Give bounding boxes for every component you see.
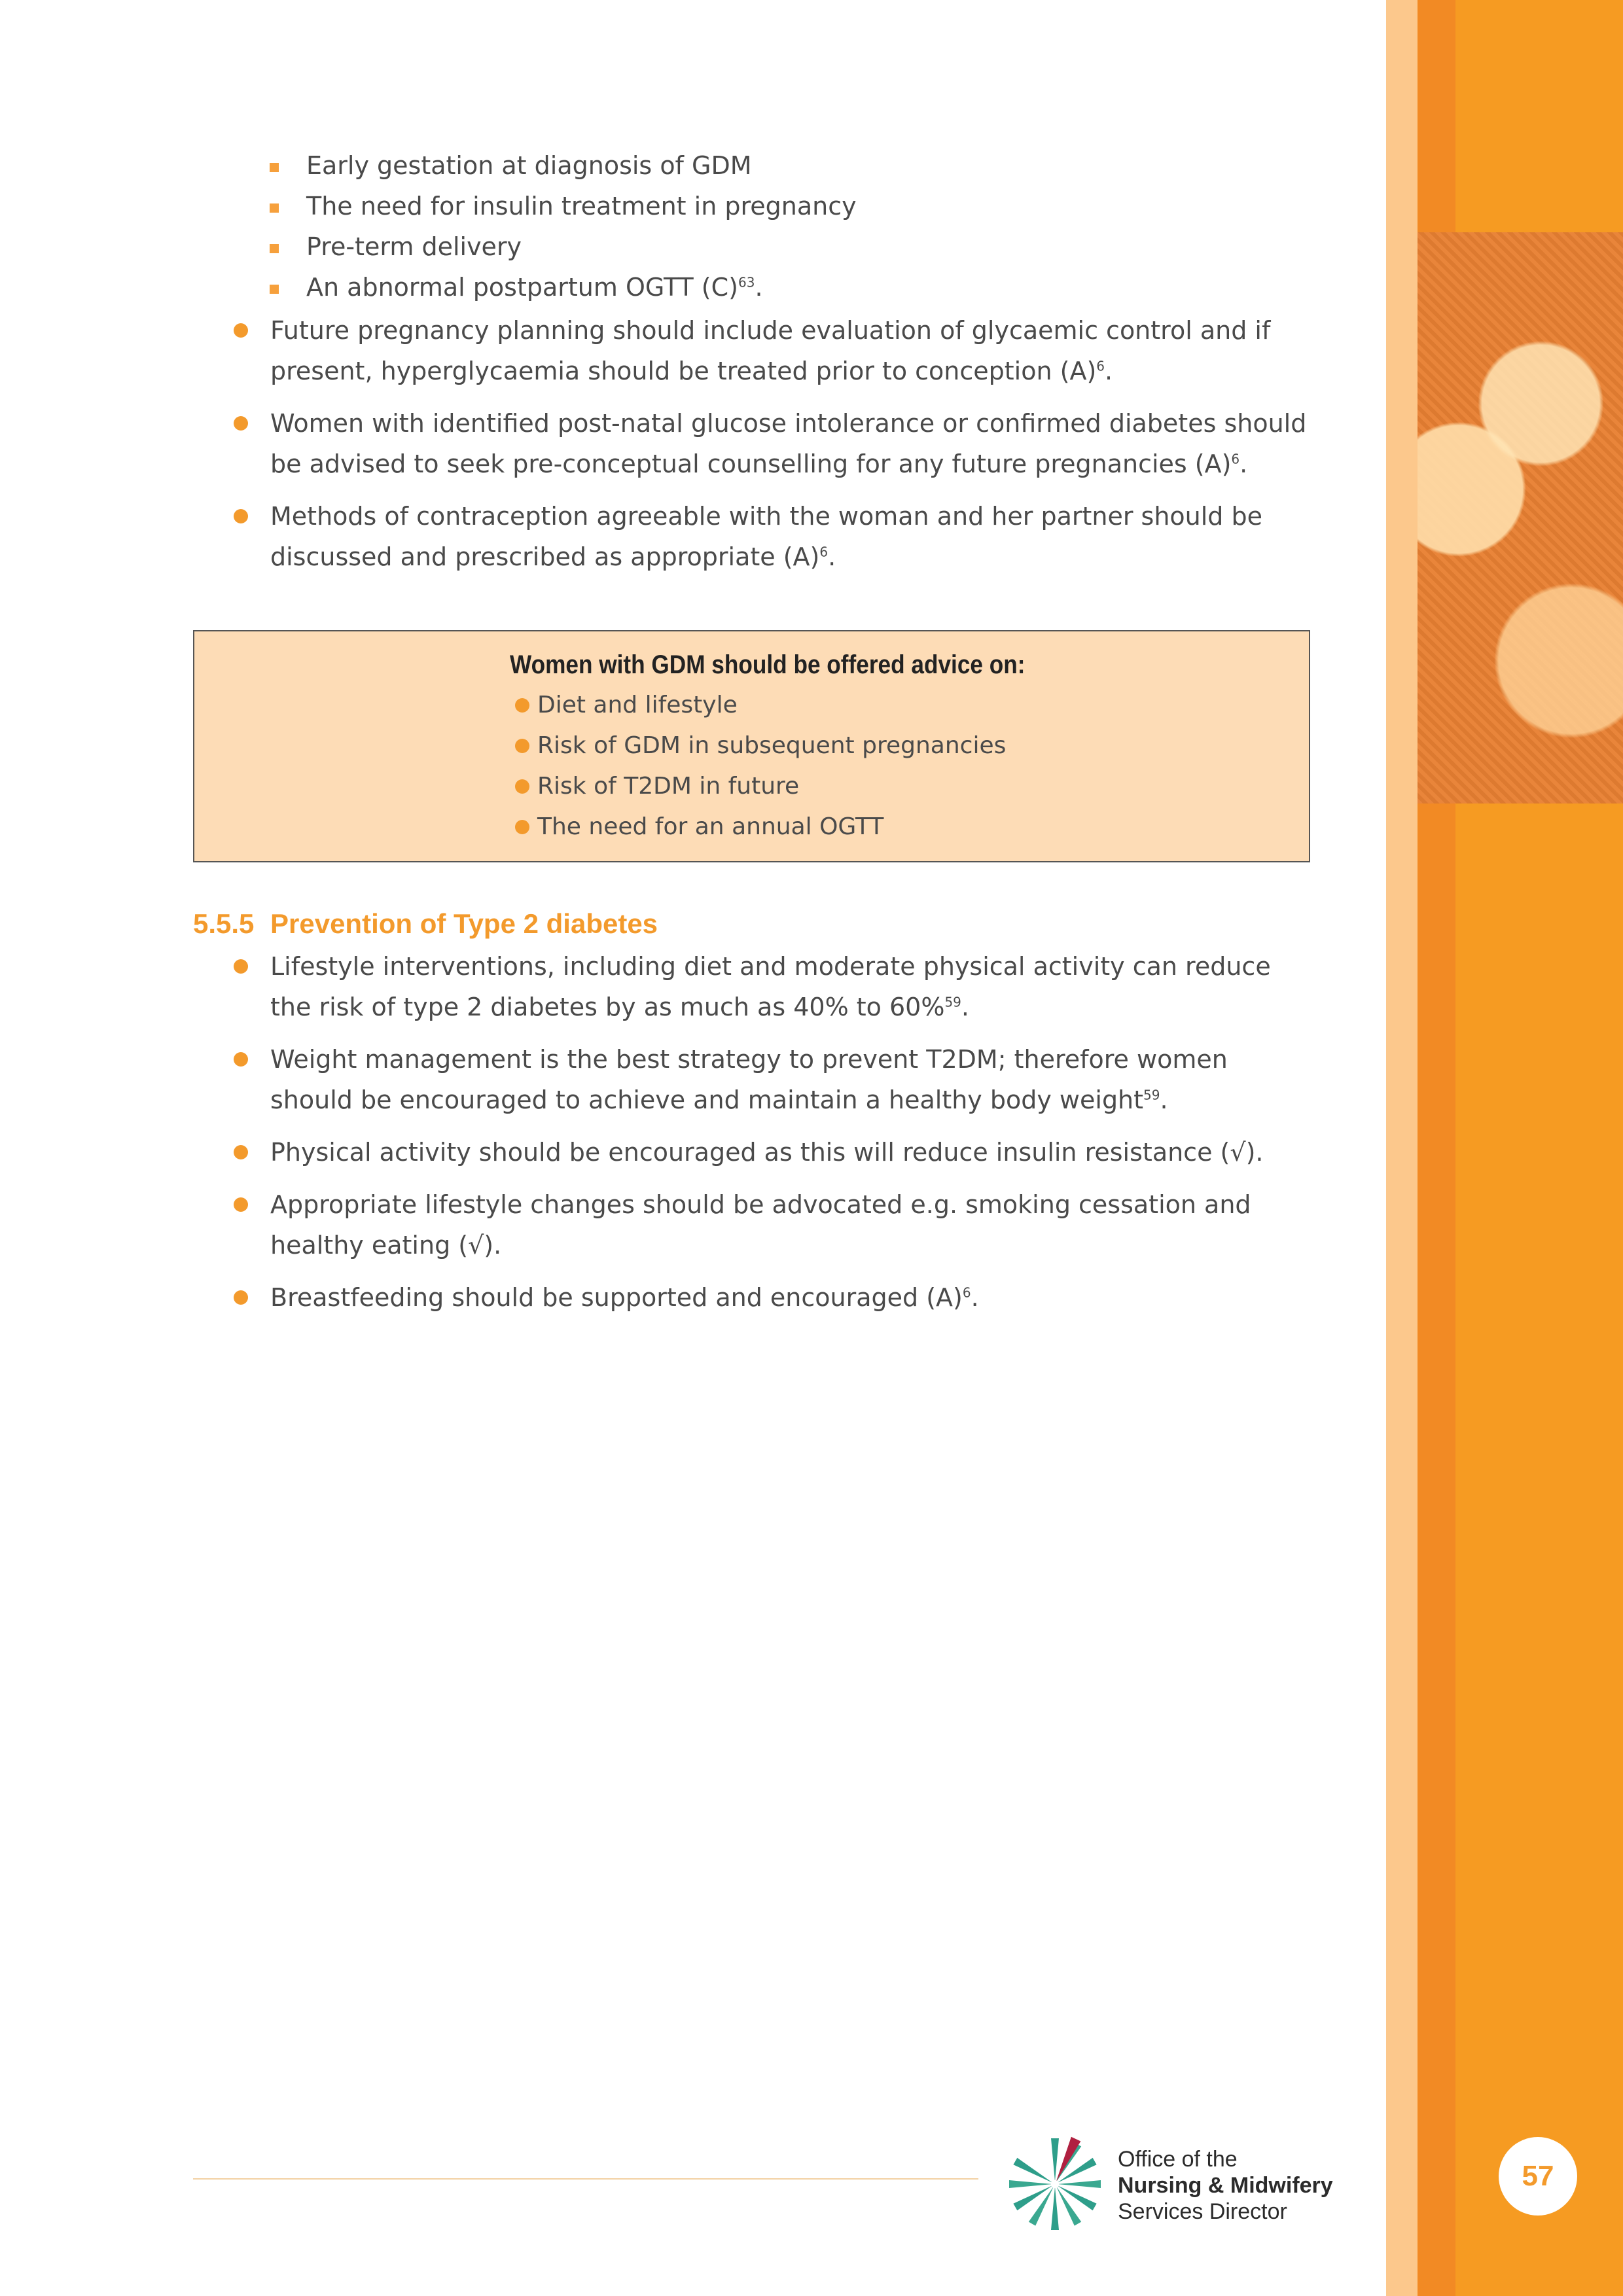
list-item bbox=[229, 946, 1315, 1027]
reference-superscript: 6 bbox=[1231, 451, 1240, 467]
decorative-band-light bbox=[1386, 0, 1418, 2296]
reference-superscript: 59 bbox=[1143, 1087, 1160, 1103]
puzzle-image bbox=[1418, 232, 1623, 804]
list-item bbox=[229, 496, 1315, 577]
section-heading bbox=[193, 904, 658, 944]
list-item bbox=[229, 1277, 1315, 1318]
list-item-text: Physical activity should be encouraged as this will reduce insulin resistance (√). bbox=[270, 1138, 1264, 1167]
orange-dot-icon bbox=[515, 698, 529, 713]
list-item-punct: . bbox=[828, 542, 836, 571]
orange-dot-icon bbox=[234, 1197, 248, 1212]
bullet-list-top bbox=[229, 310, 1315, 589]
section-number: 5.5.5 bbox=[193, 908, 255, 939]
list-item-text: Methods of contraception agreeable with the woman and her partner should be discussed and prescribed as appropriate (A) bbox=[270, 502, 1263, 571]
list-item-text: Women with identified post-natal glucose intolerance or confirmed diabetes should be advised to seek pre-conceptual counselling for any future pregnancies (A) bbox=[270, 409, 1307, 478]
list-item-text: Early gestation at diagnosis of GDM bbox=[306, 151, 752, 180]
orange-square-icon bbox=[270, 285, 279, 294]
page-number: 57 bbox=[1499, 2137, 1577, 2216]
orange-dot-icon bbox=[234, 509, 248, 523]
org-line-1: Office of the bbox=[1118, 2147, 1238, 2172]
orange-dot-icon bbox=[515, 739, 529, 753]
list-item-text: Future pregnancy planning should include evaluation of glycaemic control and if present, hyperglycaemia should be treated prior to conception (A) bbox=[270, 316, 1271, 385]
reference-superscript: 63 bbox=[738, 274, 755, 291]
list-item bbox=[510, 766, 1096, 807]
list-item-text: Lifestyle interventions, including diet and moderate physical activity can reduce the risk of type 2 diabetes by as much as 40% to 60% bbox=[270, 952, 1271, 1021]
reference-superscript: 6 bbox=[819, 544, 829, 560]
orange-square-icon bbox=[270, 163, 279, 172]
list-item-text: The need for an annual OGTT bbox=[537, 813, 884, 840]
list-item-punct: . bbox=[1160, 1086, 1168, 1114]
list-item bbox=[510, 685, 1096, 726]
section-title: Prevention of Type 2 diabetes bbox=[270, 908, 658, 939]
advice-box bbox=[193, 630, 1310, 862]
org-line-3: Services Director bbox=[1118, 2199, 1287, 2224]
list-item bbox=[270, 145, 857, 186]
reference-superscript: 6 bbox=[962, 1284, 971, 1301]
list-item-punct: . bbox=[971, 1283, 979, 1312]
list-item bbox=[270, 186, 857, 226]
list-item bbox=[229, 403, 1315, 484]
bullet-list-section bbox=[229, 946, 1315, 1330]
orange-dot-icon bbox=[234, 1290, 248, 1305]
advice-list bbox=[510, 685, 1096, 847]
list-item-text: Pre-term delivery bbox=[306, 232, 522, 261]
orange-dot-icon bbox=[234, 1145, 248, 1159]
list-item-text: Risk of GDM in subsequent pregnancies bbox=[537, 732, 1007, 759]
list-item-punct: . bbox=[1240, 450, 1248, 478]
advice-box-title: Women with GDM should be offered advice on: bbox=[510, 650, 1026, 679]
list-item bbox=[270, 267, 857, 308]
list-item-text: Appropriate lifestyle changes should be advocated e.g. smoking cessation and healthy eating (√). bbox=[270, 1190, 1251, 1260]
list-item-punct: . bbox=[961, 993, 969, 1021]
list-item bbox=[229, 310, 1315, 391]
footer-divider bbox=[193, 2178, 978, 2180]
list-item bbox=[510, 726, 1096, 766]
org-name bbox=[1118, 2146, 1333, 2225]
orange-square-icon bbox=[270, 203, 279, 213]
orange-dot-icon bbox=[234, 416, 248, 431]
sub-list bbox=[270, 145, 857, 308]
list-item bbox=[229, 1039, 1315, 1120]
list-item-punct: . bbox=[755, 273, 763, 302]
orange-dot-icon bbox=[234, 959, 248, 974]
list-item-text: Risk of T2DM in future bbox=[537, 773, 800, 800]
list-item-text: An abnormal postpartum OGTT (C) bbox=[306, 273, 738, 302]
advice-box-inner bbox=[510, 645, 1096, 847]
list-item bbox=[229, 1184, 1315, 1265]
reference-superscript: 59 bbox=[944, 994, 961, 1010]
list-item bbox=[510, 807, 1096, 847]
orange-dot-icon bbox=[515, 779, 529, 794]
orange-dot-icon bbox=[515, 820, 529, 834]
list-item-text: Weight management is the best strategy to prevent T2DM; therefore women should be encouraged to achieve and maintain a healthy body weight bbox=[270, 1045, 1228, 1114]
orange-square-icon bbox=[270, 244, 279, 253]
list-item-text: The need for insulin treatment in pregnancy bbox=[306, 192, 857, 221]
list-item bbox=[270, 226, 857, 267]
orange-dot-icon bbox=[234, 323, 248, 338]
list-item-text: Breastfeeding should be supported and encouraged (A) bbox=[270, 1283, 963, 1312]
orange-dot-icon bbox=[234, 1052, 248, 1067]
reference-superscript: 6 bbox=[1096, 358, 1105, 374]
list-item-text: Diet and lifestyle bbox=[537, 692, 738, 718]
starburst-logo-icon bbox=[1003, 2132, 1107, 2236]
org-line-2: Nursing & Midwifery bbox=[1118, 2173, 1333, 2198]
list-item bbox=[229, 1132, 1315, 1173]
list-item-punct: . bbox=[1105, 357, 1113, 385]
